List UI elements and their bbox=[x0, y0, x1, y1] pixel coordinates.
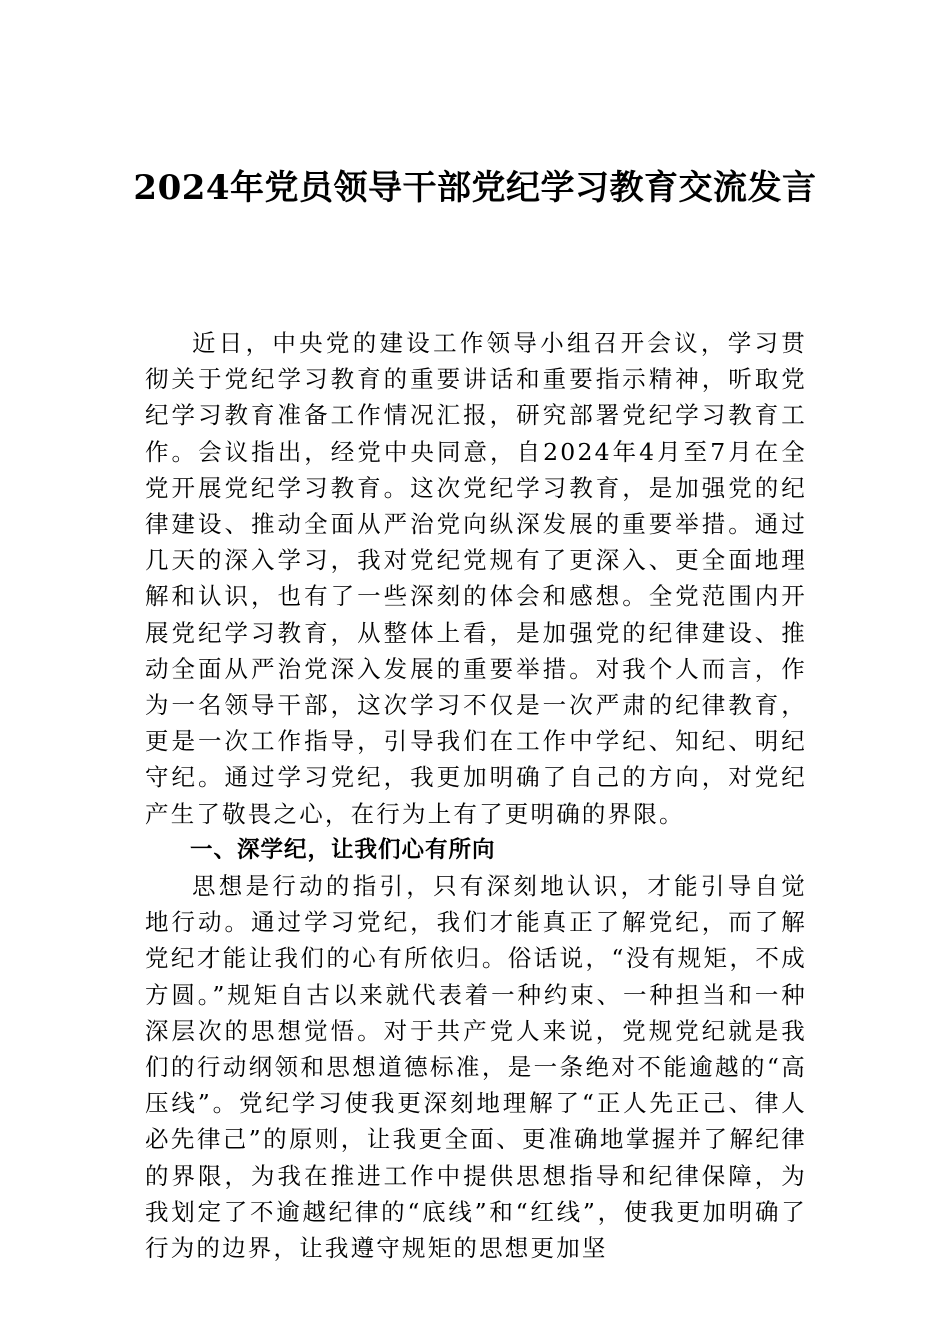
section-heading-1: 一、深学纪，让我们心有所向 bbox=[190, 836, 496, 863]
section-paragraph-1: 思想是行动的指引，只有深刻地认识，才能引导自觉地行动。通过学习党纪，我们才能真正了解党纪，而了解党纪才能让我们的心有所依归。俗话说，“没有规矩，不成方圆。”规矩自古以来就代表着一种约束、一种担当和一种深层次的思想觉悟。对于共产党人来说，党规党纪就是我们的行动纲领和思想道德标准，是一条绝对不能逾越的“高压线”。党纪学习使我更深刻地理解了“正人先正己、律人必先律己”的原则，让我更全面、更准确地掌握并了解纪律的界限，为我在推进工作中提供思想指导和纪律保障，为我划定了不逾越纪律的“底线”和“红线”，使我更加明确了行为的边界，让我遵守规矩的思想更加坚 bbox=[145, 872, 807, 1263]
document-title: 2024年党员领导干部党纪学习教育交流发言 bbox=[133, 168, 817, 208]
document-body bbox=[145, 325, 807, 1266]
intro-paragraph: 近日，中央党的建设工作领导小组召开会议，学习贯彻关于党纪学习教育的重要讲话和重要指示精神，听取党纪学习教育准备工作情况汇报，研究部署党纪学习教育工作。会议指出，经党中央同意，自2024年4月至7月在全党开展党纪学习教育。这次党纪学习教育，是加强党的纪律建设、推动全面从严治党向纵深发展的重要举措。通过几天的深入学习，我对党纪党规有了更深入、更全面地理解和认识，也有了一些深刻的体会和感想。全党范围内开展党纪学习教育，从整体上看，是加强党的纪律建设、推动全面从严治党深入发展的重要举措。对我个人而言，作为一名领导干部，这次学习不仅是一次严肃的纪律教育，更是一次工作指导，引导我们在工作中学纪、知纪、明纪守纪。通过学习党纪，我更加明确了自己的方向，对党纪产生了敬畏之心，在行为上有了更明确的界限。 bbox=[145, 329, 807, 828]
